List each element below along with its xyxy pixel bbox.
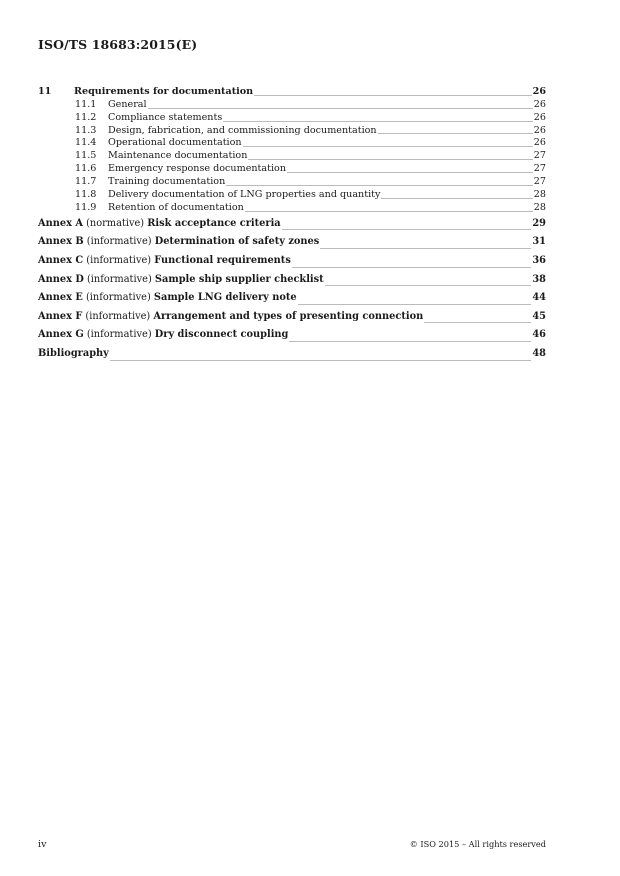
dot-leader bbox=[381, 198, 532, 199]
subclause-page: 26 bbox=[533, 137, 546, 149]
dot-leader bbox=[110, 360, 532, 361]
annex-kind: (informative) bbox=[86, 329, 152, 341]
subclause-page: 26 bbox=[533, 124, 546, 136]
annex-title: Functional requirements bbox=[154, 255, 291, 266]
dot-leader bbox=[254, 95, 532, 96]
dot-leader bbox=[378, 133, 533, 134]
annex-kind: (informative) bbox=[86, 236, 152, 248]
annex-page: 44 bbox=[532, 292, 546, 304]
subclause-page: 27 bbox=[533, 176, 546, 188]
subclause-title: Operational documentation bbox=[108, 137, 242, 149]
dot-leader bbox=[282, 229, 532, 230]
dot-leader bbox=[245, 211, 533, 212]
subclause-page: 27 bbox=[533, 163, 546, 175]
toc-entry-annex-b[interactable] bbox=[38, 233, 546, 252]
toc-entry-annex-e[interactable] bbox=[38, 289, 546, 308]
annex-kind: (informative) bbox=[86, 255, 152, 266]
annex-label: Annex F bbox=[38, 310, 83, 322]
subclause-number: 11.2 bbox=[75, 111, 97, 123]
dot-leader bbox=[248, 159, 532, 160]
subclause-title: General bbox=[108, 98, 147, 110]
document-id: ISO/TS 18683:2015(E) bbox=[38, 37, 198, 52]
subclause-number: 11.7 bbox=[75, 176, 97, 188]
subclause-page: 27 bbox=[533, 150, 546, 162]
subclause-number: 11.5 bbox=[75, 150, 97, 162]
dot-leader bbox=[320, 248, 531, 249]
annex-title: Sample ship supplier checklist bbox=[154, 273, 324, 285]
bibliography-title: Bibliography bbox=[38, 347, 109, 359]
toc-entry-annex-c[interactable] bbox=[38, 252, 546, 271]
subclause-title: Design, fabrication, and commissioning documentation bbox=[108, 124, 377, 136]
dot-leader bbox=[289, 341, 531, 342]
annex-label: Annex B bbox=[38, 236, 84, 248]
subclause-title: Training documentation bbox=[108, 176, 226, 188]
annex-kind: (informative) bbox=[86, 273, 152, 285]
subclause-title: Delivery documentation of LNG properties and quantity bbox=[108, 189, 381, 201]
toc-entry-11-4[interactable] bbox=[38, 137, 546, 150]
subclause-number: 11.8 bbox=[75, 189, 97, 201]
toc-entry-annex-f[interactable] bbox=[38, 308, 546, 327]
toc-entry-11-7[interactable] bbox=[38, 176, 546, 189]
annex-page: 29 bbox=[532, 217, 546, 229]
annex-label: Annex C bbox=[38, 255, 84, 266]
toc-entry-11-5[interactable] bbox=[38, 150, 546, 163]
annex-title: Determination of safety zones bbox=[154, 236, 320, 248]
toc-entry-annex-a[interactable] bbox=[38, 215, 546, 234]
clause-title: Requirements for documentation bbox=[74, 86, 254, 97]
annex-title: Arrangement and types of presenting connection bbox=[153, 310, 424, 322]
annex-kind: (informative) bbox=[85, 310, 151, 322]
subclause-page: 28 bbox=[533, 189, 546, 201]
subclause-number: 11.9 bbox=[75, 201, 97, 213]
bibliography-page: 48 bbox=[532, 347, 546, 359]
subclause-page: 28 bbox=[533, 201, 546, 213]
toc-entry-bibliography[interactable] bbox=[38, 345, 546, 364]
dot-leader bbox=[148, 108, 533, 109]
toc-entry-clause-11[interactable] bbox=[38, 86, 546, 99]
toc-entry-11-8[interactable] bbox=[38, 189, 546, 202]
annex-title: Sample LNG delivery note bbox=[153, 292, 297, 304]
page-number: iv bbox=[38, 839, 47, 850]
toc-entry-annex-d[interactable] bbox=[38, 271, 546, 290]
annex-page: 38 bbox=[532, 273, 546, 285]
subclause-title: Retention of documentation bbox=[108, 201, 244, 213]
subclause-title: Emergency response documentation bbox=[108, 163, 287, 175]
toc-entry-11-1[interactable] bbox=[38, 99, 546, 112]
annex-page: 45 bbox=[532, 310, 546, 322]
annex-title: Risk acceptance criteria bbox=[147, 217, 281, 229]
dot-leader bbox=[223, 121, 533, 122]
annex-label: Annex E bbox=[38, 292, 83, 304]
toc-entry-11-6[interactable] bbox=[38, 163, 546, 176]
table-of-contents bbox=[38, 86, 546, 364]
dot-leader bbox=[424, 322, 531, 323]
dot-leader bbox=[292, 267, 532, 268]
toc-entry-11-2[interactable] bbox=[38, 112, 546, 125]
subclause-page: 26 bbox=[533, 98, 546, 110]
dot-leader bbox=[226, 185, 533, 186]
annex-title: Dry disconnect coupling bbox=[154, 329, 289, 341]
subclause-number: 11.1 bbox=[75, 98, 97, 110]
clause-page: 26 bbox=[532, 86, 546, 97]
subclause-number: 11.3 bbox=[75, 124, 97, 136]
subclause-title: Compliance statements bbox=[108, 111, 223, 123]
annex-page: 31 bbox=[532, 236, 546, 248]
dot-leader bbox=[287, 172, 533, 173]
annex-label: Annex D bbox=[38, 273, 84, 285]
dot-leader bbox=[243, 146, 533, 147]
subclause-title: Maintenance documentation bbox=[108, 150, 248, 162]
annex-label: Annex A bbox=[38, 217, 83, 229]
clause-number: 11 bbox=[38, 86, 52, 97]
annex-kind: (informative) bbox=[85, 292, 151, 304]
toc-entry-11-9[interactable] bbox=[38, 202, 546, 215]
annex-label: Annex G bbox=[38, 329, 84, 341]
annex-page: 46 bbox=[532, 329, 546, 341]
subclause-page: 26 bbox=[533, 111, 546, 123]
dot-leader bbox=[325, 285, 532, 286]
annex-kind: (normative) bbox=[86, 217, 145, 229]
toc-entry-annex-g[interactable] bbox=[38, 326, 546, 345]
subclause-number: 11.6 bbox=[75, 163, 97, 175]
subclause-number: 11.4 bbox=[75, 137, 97, 149]
annex-page: 36 bbox=[532, 255, 546, 266]
toc-entry-11-3[interactable] bbox=[38, 125, 546, 138]
copyright-notice: © ISO 2015 – All rights reserved bbox=[409, 839, 546, 849]
dot-leader bbox=[298, 304, 532, 305]
